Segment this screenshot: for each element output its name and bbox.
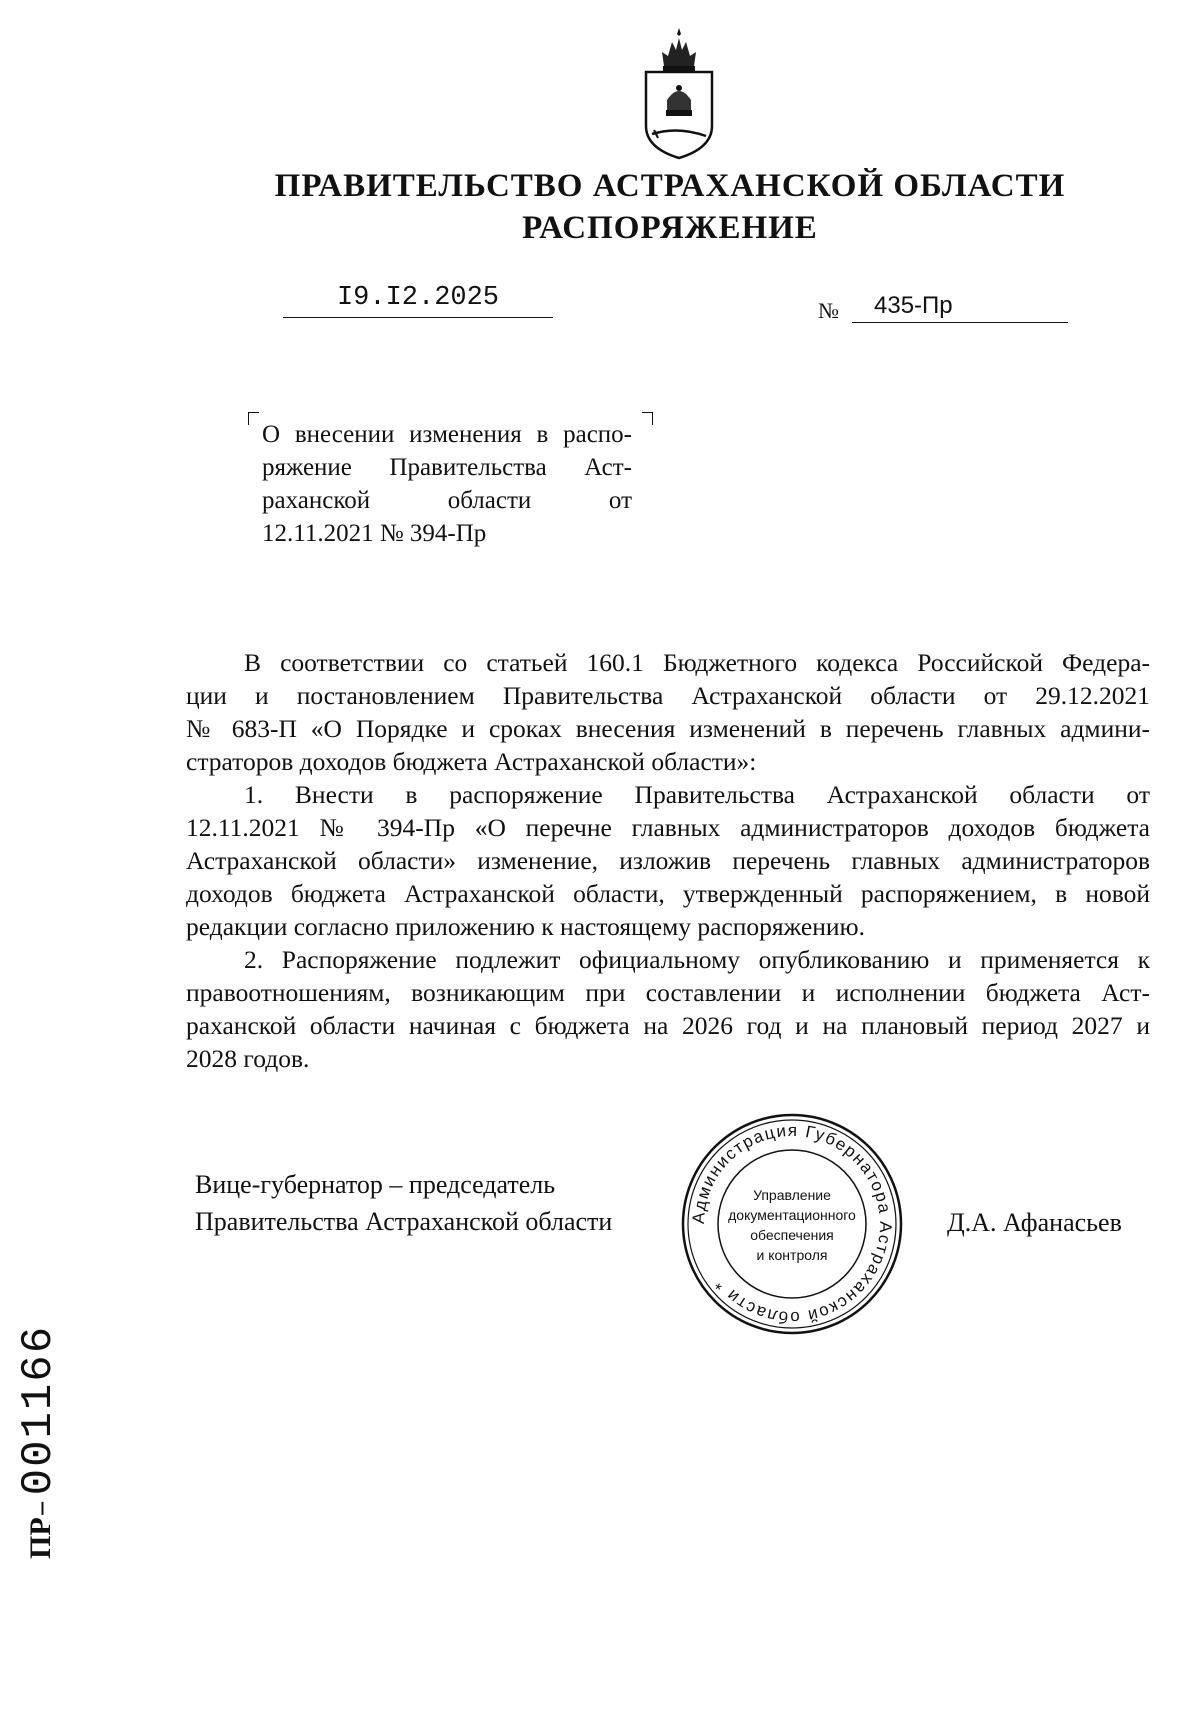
subject-line: О внесении изменения в распо-	[262, 421, 632, 448]
stamp-center-line: и контроля	[756, 1247, 828, 1263]
body-line: раханской области начиная с бюджета на 2026 год и на плановый период 2027 и	[186, 1011, 1150, 1040]
document-date: I9.I2.2025	[283, 283, 553, 318]
body-line: ции и постановлением Правительства Астраханской области от 29.12.2021	[186, 681, 1150, 710]
subject-line: ряжение Правительства Аст-	[262, 454, 632, 481]
body-line: 12.11.2021 № 394-Пр «О перечне главных администраторов доходов бюджета	[186, 813, 1150, 842]
body-line: доходов бюджета Астраханской области, утвержденный распоряжением, в новой	[186, 879, 1150, 908]
number-sign: №	[818, 298, 839, 323]
svg-text:Администрация Губернатора Астр	[689, 1121, 895, 1327]
document-number: 435-Пр	[852, 292, 1068, 323]
official-stamp	[680, 1112, 904, 1336]
subject-corner-right	[642, 412, 653, 425]
government-title: ПРАВИТЕЛЬСТВО АСТРАХАНСКОЙ ОБЛАСТИ	[274, 168, 1066, 204]
signatory-name: Д.А. Афанасьев	[947, 1208, 1122, 1237]
body-line: страторов доходов бюджета Астраханской области»:	[186, 747, 757, 776]
document-body	[186, 646, 1150, 1075]
coat-of-arms-emblem	[638, 26, 720, 160]
body-line: 2. Распоряжение подлежит официальному опубликованию и применяется к	[244, 945, 1150, 974]
signatory-position-line: Правительства Астраханской области	[195, 1207, 613, 1236]
signatory-position-line: Вице-губернатор – председатель	[195, 1170, 556, 1199]
stamp-ring-text: Администрация Губернатора Астраханской области *	[688, 1120, 896, 1328]
stamp-center-line: документационного	[728, 1207, 856, 1223]
side-mark-dash: –	[26, 1499, 60, 1518]
subject-corner-left	[248, 412, 259, 425]
side-mark-code: 001166	[14, 1324, 64, 1496]
body-line: Астраханской области» изменение, изложив перечень главных администраторов	[186, 846, 1150, 875]
stamp-center-line: обеспечения	[750, 1227, 834, 1243]
body-line: редакции согласно приложению к настоящему распоряжению.	[186, 912, 865, 941]
body-line: В соответствии со статьей 160.1 Бюджетного кодекса Российской Федера-	[244, 648, 1150, 677]
body-line: № 683-П «О Порядке и сроках внесения изменений в перечень главных админи-	[186, 714, 1150, 743]
signatory-position	[195, 1166, 612, 1240]
document-subject	[262, 418, 632, 550]
document-type-title: РАСПОРЯЖЕНИЕ	[522, 210, 818, 246]
subject-line: раханской области от	[262, 487, 632, 514]
stamp-center-line: Управление	[753, 1187, 831, 1203]
body-line: 2028 годов.	[186, 1044, 310, 1073]
body-line: правоотношениям, возникающим при составлении и исполнении бюджета Аст-	[186, 978, 1150, 1007]
body-line: 1. Внести в распоряжение Правительства Астраханской области от	[244, 780, 1150, 809]
side-mark-prefix: ПР	[24, 1517, 57, 1559]
subject-line: 12.11.2021 № 394-Пр	[262, 520, 487, 547]
side-registration-mark	[14, 1239, 64, 1559]
